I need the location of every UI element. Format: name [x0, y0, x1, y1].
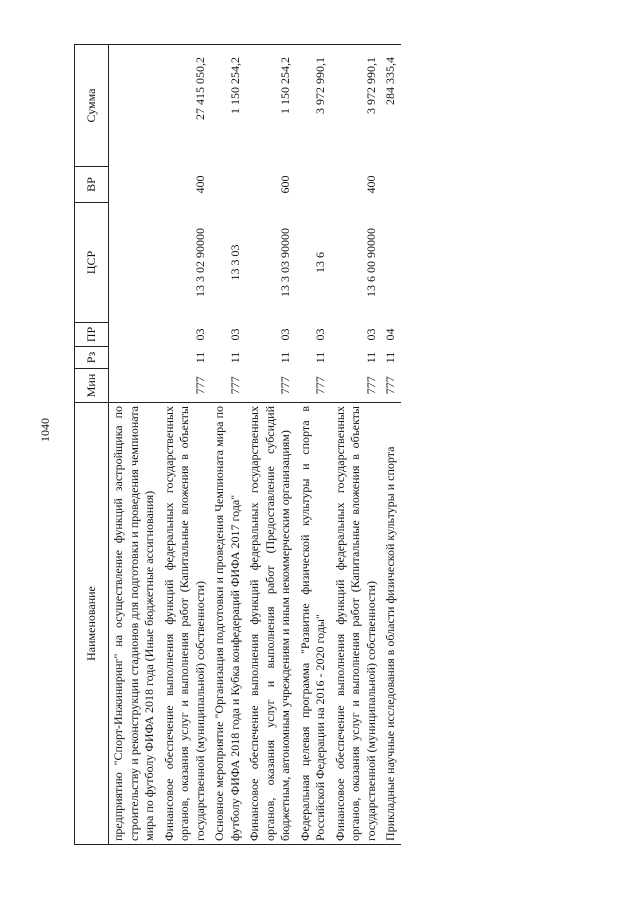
row-csr: 13 6 [313, 252, 327, 273]
row-min: 777 [313, 376, 327, 395]
row-pr: 03 [363, 328, 378, 341]
row-vr: 600 [278, 175, 292, 194]
row-rz: 11 [227, 351, 242, 364]
row-pr: 03 [313, 328, 327, 341]
row-vr [381, 167, 401, 203]
row-csr [381, 203, 401, 323]
row-name: Финансовое обеспечение выполнения функций федеральных государственных органов, оказания услуг и выполнения работ (Капитальные вложения в объекты государственной (муниципальной) собственности) [160, 403, 211, 845]
header-pr: ПР [75, 323, 109, 347]
row-sum: 3 972 990,1 [296, 45, 331, 167]
row-sum: 1 150 254,2 [245, 45, 296, 167]
header-vr: ВР [75, 167, 109, 203]
table-row [210, 45, 245, 845]
row-sum: 1 150 254,2 [210, 45, 245, 167]
header-csr: ЦСР [75, 203, 109, 323]
table-row [381, 45, 401, 845]
row-pr [109, 323, 160, 347]
row-pr: 03 [227, 328, 242, 341]
header-name: Наименование [75, 403, 109, 845]
row-csr: 13 3 03 [227, 244, 242, 281]
page-number: 1040 [38, 418, 52, 442]
row-pr: 04 [383, 328, 397, 341]
header-min: Мин [75, 369, 109, 403]
row-csr: 13 6 00 90000 [363, 228, 378, 297]
row-min: 777 [278, 376, 292, 395]
row-name: предприятию "Спорт-Инжиниринг" на осуществление функций застройщика по строительству и реконструкции стадионов для подготовки и проведения чемпионата мира по футболу ФИФА 2018 года (Иные бюджетные ассигнования) [109, 403, 160, 845]
table-row [331, 45, 382, 845]
row-csr: 13 3 03 90000 [278, 228, 292, 297]
row-min: 777 [363, 376, 378, 395]
row-vr: 400 [192, 175, 207, 194]
header-sum: Сумма [75, 45, 109, 167]
row-pr: 03 [192, 328, 207, 341]
table-row [296, 45, 331, 845]
row-sum: 27 415 050,2 [160, 45, 211, 167]
header-rz: Рз [75, 347, 109, 369]
table-row [160, 45, 211, 845]
row-vr: 400 [363, 175, 378, 194]
row-vr [210, 167, 245, 203]
row-name: Финансовое обеспечение выполнения функций федеральных государственных органов, оказания услуг и выполнения работ (Капитальные вложения в объекты государственной (муниципальной) собственности) [331, 403, 382, 845]
budget-table [74, 44, 401, 845]
row-vr [296, 167, 331, 203]
row-min: 777 [192, 376, 207, 395]
row-pr: 03 [278, 328, 292, 341]
row-rz: 11 [383, 351, 397, 364]
budget-table-sheet [74, 45, 602, 845]
table-row [245, 45, 296, 845]
row-rz: 11 [192, 351, 207, 364]
row-name: Федеральная целевая программа "Развитие физической культуры и спорта в Российской Федерации на 2016 - 2020 годы" [296, 403, 331, 845]
table-header-row [75, 45, 109, 845]
row-csr [109, 203, 160, 323]
row-rz: 11 [313, 351, 327, 364]
row-vr [109, 167, 160, 203]
row-rz [109, 347, 160, 369]
row-name: Финансовое обеспечение выполнения функций федеральных государственных органов, оказания услуг и выполнения работ (Предоставление субсидий бюджетным, автономным учреждениям и иным некоммерческим организациям) [245, 403, 296, 845]
table-row [109, 45, 160, 845]
row-min: 777 [383, 376, 397, 395]
row-rz: 11 [278, 351, 292, 364]
row-name: Основное мероприятие "Организация подготовки и проведения Чемпионата мира по футболу ФИФА 2018 года и Кубка конфедераций ФИФА 2017 года" [210, 403, 245, 845]
row-csr: 13 3 02 90000 [192, 228, 207, 297]
row-min [109, 369, 160, 403]
row-sum [109, 45, 160, 167]
row-sum: 3 972 990,1 [331, 45, 382, 167]
row-min: 777 [227, 376, 242, 395]
row-name: Прикладные научные исследования в области физической культуры и спорта [381, 403, 401, 845]
row-rz: 11 [363, 351, 378, 364]
row-sum: 284 335,4 [381, 45, 401, 167]
